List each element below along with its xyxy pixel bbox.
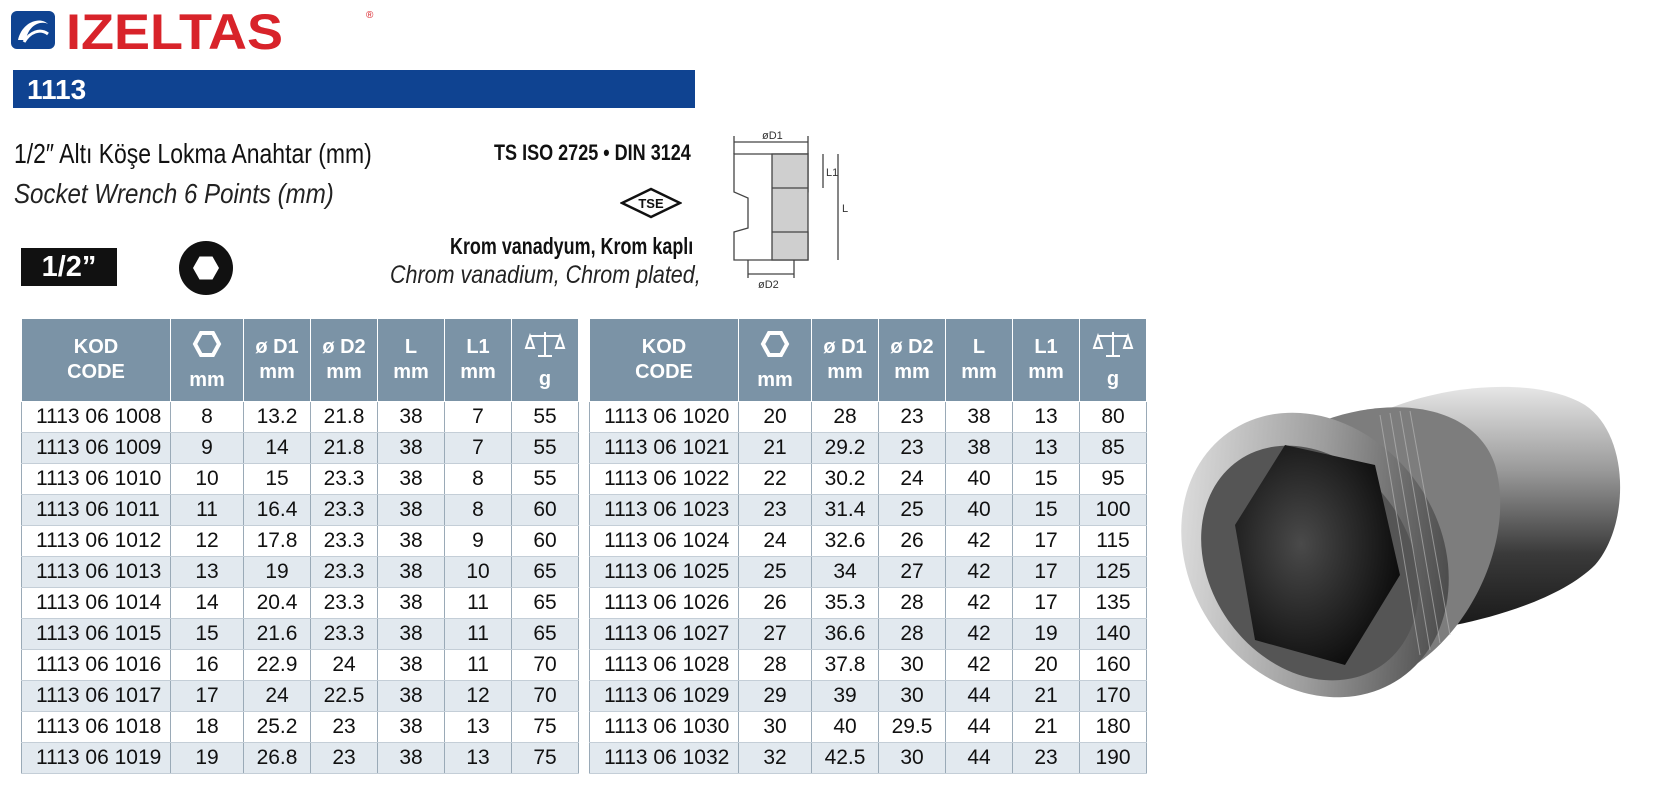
header-size <box>171 319 244 402</box>
cell-d2: 23.3 <box>311 495 378 526</box>
table-row <box>590 619 1147 650</box>
cell-weight: 70 <box>512 681 579 712</box>
cell-weight: 85 <box>1080 433 1147 464</box>
header-d2-unit: mm <box>326 361 362 383</box>
cell-size: 28 <box>739 650 812 681</box>
cell-l1: 15 <box>1013 495 1080 526</box>
cell-code: 1113 06 1026 <box>590 588 739 619</box>
cell-d2: 21.8 <box>311 402 378 433</box>
cell-size: 21 <box>739 433 812 464</box>
cell-d2: 23 <box>311 743 378 774</box>
cell-weight: 55 <box>512 433 579 464</box>
header-l1-unit: mm <box>460 361 496 383</box>
cell-code: 1113 06 1010 <box>22 464 171 495</box>
table-row <box>22 526 579 557</box>
table-row <box>22 495 579 526</box>
cell-l: 38 <box>378 433 445 464</box>
scale-icon <box>1092 328 1134 360</box>
cell-d2: 23.3 <box>311 588 378 619</box>
cell-l: 38 <box>378 650 445 681</box>
header-l-unit: mm <box>961 361 997 383</box>
registered-mark: ® <box>366 10 374 21</box>
header-l1-label: L1 <box>1034 336 1058 358</box>
cell-code: 1113 06 1022 <box>590 464 739 495</box>
cell-d1: 39 <box>812 681 879 712</box>
cell-l: 38 <box>378 743 445 774</box>
cell-size: 10 <box>171 464 244 495</box>
cell-l1: 21 <box>1013 712 1080 743</box>
cell-code: 1113 06 1017 <box>22 681 171 712</box>
brand-emblem-icon <box>10 10 56 50</box>
cell-l1: 11 <box>445 650 512 681</box>
table-row <box>590 712 1147 743</box>
cell-d2: 22.5 <box>311 681 378 712</box>
cell-d2: 30 <box>879 743 946 774</box>
cell-d2: 24 <box>879 464 946 495</box>
cell-code: 1113 06 1014 <box>22 588 171 619</box>
cell-l: 42 <box>946 588 1013 619</box>
header-d2-unit: mm <box>894 361 930 383</box>
cell-d2: 26 <box>879 526 946 557</box>
cell-size: 11 <box>171 495 244 526</box>
cell-code: 1113 06 1028 <box>590 650 739 681</box>
standards-label: TS ISO 2725 • DIN 3124 <box>494 140 691 165</box>
cell-weight: 160 <box>1080 650 1147 681</box>
cell-d2: 23.3 <box>311 557 378 588</box>
cell-l: 40 <box>946 464 1013 495</box>
table-row <box>22 650 579 681</box>
header-l <box>378 319 445 402</box>
cell-d1: 24 <box>244 681 311 712</box>
cell-code: 1113 06 1016 <box>22 650 171 681</box>
header-d2 <box>879 319 946 402</box>
cell-l1: 15 <box>1013 464 1080 495</box>
hexagon-icon <box>176 240 236 296</box>
table-row <box>590 650 1147 681</box>
cell-code: 1113 06 1009 <box>22 433 171 464</box>
cell-l1: 11 <box>445 588 512 619</box>
header-code-tr: KOD <box>73 336 119 358</box>
table-row <box>590 433 1147 464</box>
cell-weight: 65 <box>512 588 579 619</box>
cell-d2: 25 <box>879 495 946 526</box>
cell-weight: 55 <box>512 464 579 495</box>
cell-l1: 17 <box>1013 588 1080 619</box>
cell-d1: 37.8 <box>812 650 879 681</box>
material-english: Chrom vanadium, Chrom plated, <box>390 261 701 289</box>
material-turkish: Krom vanadyum, Krom kaplı <box>450 233 694 259</box>
cell-d2: 23 <box>311 712 378 743</box>
cell-size: 18 <box>171 712 244 743</box>
brand-logo <box>10 4 374 60</box>
cell-weight: 170 <box>1080 681 1147 712</box>
table-row <box>22 433 579 464</box>
table-row <box>590 402 1147 433</box>
cell-l1: 12 <box>445 681 512 712</box>
header-weight <box>512 319 579 402</box>
cell-weight: 60 <box>512 526 579 557</box>
cell-d2: 24 <box>311 650 378 681</box>
cell-weight: 140 <box>1080 619 1147 650</box>
cell-weight: 75 <box>512 743 579 774</box>
cell-code: 1113 06 1015 <box>22 619 171 650</box>
scale-icon <box>524 328 566 360</box>
cell-d2: 30 <box>879 681 946 712</box>
table-row <box>22 743 579 774</box>
cell-code: 1113 06 1024 <box>590 526 739 557</box>
cell-size: 20 <box>739 402 812 433</box>
cell-size: 13 <box>171 557 244 588</box>
header-code-en: CODE <box>67 361 125 383</box>
drive-size-badge: 1/2” <box>21 248 117 286</box>
table-row <box>22 464 579 495</box>
table-body-left <box>22 402 579 774</box>
cell-size: 16 <box>171 650 244 681</box>
cell-l1: 9 <box>445 526 512 557</box>
brand-name: IZELTAS <box>66 4 283 60</box>
cell-l1: 17 <box>1013 557 1080 588</box>
header-d2-label: ø D2 <box>322 336 366 358</box>
cell-weight: 65 <box>512 557 579 588</box>
cell-code: 1113 06 1025 <box>590 557 739 588</box>
cell-weight: 135 <box>1080 588 1147 619</box>
cell-l1: 7 <box>445 433 512 464</box>
header-weight-unit: g <box>1106 368 1120 390</box>
cell-size: 12 <box>171 526 244 557</box>
cell-l1: 13 <box>445 743 512 774</box>
table-row <box>22 712 579 743</box>
cell-weight: 190 <box>1080 743 1147 774</box>
cell-size: 32 <box>739 743 812 774</box>
cell-size: 24 <box>739 526 812 557</box>
drawing-label-l: L <box>842 203 849 215</box>
cell-d2: 23.3 <box>311 464 378 495</box>
cell-code: 1113 06 1008 <box>22 402 171 433</box>
header-l1-label: L1 <box>466 336 490 358</box>
cell-code: 1113 06 1013 <box>22 557 171 588</box>
cell-l: 38 <box>378 464 445 495</box>
table-row <box>22 402 579 433</box>
title-english: Socket Wrench 6 Points (mm) <box>14 178 334 209</box>
cell-l: 38 <box>946 402 1013 433</box>
cell-weight: 115 <box>1080 526 1147 557</box>
cell-weight: 75 <box>512 712 579 743</box>
header-weight <box>1080 319 1147 402</box>
header-l-label: L <box>972 336 986 358</box>
cell-size: 14 <box>171 588 244 619</box>
cell-l: 38 <box>378 526 445 557</box>
product-code: 1113 <box>27 74 87 105</box>
cell-size: 15 <box>171 619 244 650</box>
cell-weight: 180 <box>1080 712 1147 743</box>
cell-size: 19 <box>171 743 244 774</box>
drawing-label-d1: øD1 <box>762 130 783 142</box>
cell-weight: 65 <box>512 619 579 650</box>
cell-weight: 125 <box>1080 557 1147 588</box>
cell-size: 22 <box>739 464 812 495</box>
cell-l: 44 <box>946 712 1013 743</box>
table-row <box>22 588 579 619</box>
cell-d1: 14 <box>244 433 311 464</box>
spec-table-right <box>589 318 1147 774</box>
cell-d1: 40 <box>812 712 879 743</box>
cell-l1: 10 <box>445 557 512 588</box>
header-l-unit: mm <box>393 361 429 383</box>
cell-d1: 16.4 <box>244 495 311 526</box>
header-l1 <box>1013 319 1080 402</box>
cell-l1: 13 <box>1013 402 1080 433</box>
table-row <box>22 619 579 650</box>
cell-l: 38 <box>378 557 445 588</box>
cell-code: 1113 06 1027 <box>590 619 739 650</box>
product-code-bar <box>13 70 695 108</box>
header-l1-unit: mm <box>1028 361 1064 383</box>
cell-d1: 29.2 <box>812 433 879 464</box>
header-size-unit: mm <box>189 369 225 391</box>
cell-l: 38 <box>378 712 445 743</box>
cell-size: 29 <box>739 681 812 712</box>
table-row <box>22 681 579 712</box>
header-size <box>739 319 812 402</box>
title-turkish: 1/2″ Altı Köşe Lokma Anahtar (mm) <box>14 138 372 169</box>
cell-d1: 13.2 <box>244 402 311 433</box>
cell-d2: 23 <box>879 433 946 464</box>
table-row <box>590 557 1147 588</box>
header-l-label: L <box>404 336 418 358</box>
cell-d1: 36.6 <box>812 619 879 650</box>
table-row <box>22 557 579 588</box>
header-d2-label: ø D2 <box>890 336 934 358</box>
header-d1-label: ø D1 <box>255 336 299 358</box>
drawing-label-l1: L1 <box>826 167 839 179</box>
header-d2 <box>311 319 378 402</box>
header-d1 <box>812 319 879 402</box>
cell-weight: 70 <box>512 650 579 681</box>
cell-l: 42 <box>946 619 1013 650</box>
cell-size: 8 <box>171 402 244 433</box>
cell-size: 23 <box>739 495 812 526</box>
cell-code: 1113 06 1020 <box>590 402 739 433</box>
cell-size: 17 <box>171 681 244 712</box>
table-row <box>590 495 1147 526</box>
cell-l: 38 <box>378 681 445 712</box>
cell-d1: 32.6 <box>812 526 879 557</box>
cell-size: 30 <box>739 712 812 743</box>
cell-l1: 8 <box>445 495 512 526</box>
cell-size: 9 <box>171 433 244 464</box>
cell-d1: 30.2 <box>812 464 879 495</box>
cell-l1: 13 <box>1013 433 1080 464</box>
hex-size-icon <box>187 327 227 361</box>
cell-d2: 23.3 <box>311 526 378 557</box>
header-d1-unit: mm <box>827 361 863 383</box>
technical-drawing <box>728 128 858 288</box>
table-row <box>590 743 1147 774</box>
cell-size: 26 <box>739 588 812 619</box>
cell-l: 38 <box>946 433 1013 464</box>
header-code <box>22 319 171 402</box>
cell-weight: 100 <box>1080 495 1147 526</box>
cell-d2: 30 <box>879 650 946 681</box>
header-l1 <box>445 319 512 402</box>
cell-d1: 17.8 <box>244 526 311 557</box>
tse-certification-icon <box>620 187 682 219</box>
cell-d2: 28 <box>879 619 946 650</box>
cell-d2: 21.8 <box>311 433 378 464</box>
cell-code: 1113 06 1021 <box>590 433 739 464</box>
header-d1-unit: mm <box>259 361 295 383</box>
cell-l: 42 <box>946 557 1013 588</box>
cell-code: 1113 06 1018 <box>22 712 171 743</box>
cell-l: 44 <box>946 743 1013 774</box>
cell-l1: 19 <box>1013 619 1080 650</box>
cell-l: 40 <box>946 495 1013 526</box>
cell-l1: 21 <box>1013 681 1080 712</box>
cell-code: 1113 06 1019 <box>22 743 171 774</box>
cell-weight: 80 <box>1080 402 1147 433</box>
cell-code: 1113 06 1030 <box>590 712 739 743</box>
header-size-unit: mm <box>757 369 793 391</box>
table-row <box>590 681 1147 712</box>
cell-l1: 8 <box>445 464 512 495</box>
cell-l: 38 <box>378 619 445 650</box>
cell-code: 1113 06 1032 <box>590 743 739 774</box>
cell-d1: 21.6 <box>244 619 311 650</box>
cell-d2: 28 <box>879 588 946 619</box>
cell-weight: 55 <box>512 402 579 433</box>
cell-weight: 60 <box>512 495 579 526</box>
cell-l: 38 <box>378 402 445 433</box>
cell-d1: 42.5 <box>812 743 879 774</box>
socket-product-photo <box>1175 375 1645 735</box>
drawing-label-d2: øD2 <box>758 279 779 288</box>
table-row <box>590 526 1147 557</box>
hex-size-icon <box>755 327 795 361</box>
cell-code: 1113 06 1011 <box>22 495 171 526</box>
cell-d2: 27 <box>879 557 946 588</box>
cell-l1: 23 <box>1013 743 1080 774</box>
header-d1-label: ø D1 <box>823 336 867 358</box>
cell-l1: 20 <box>1013 650 1080 681</box>
cell-size: 25 <box>739 557 812 588</box>
cell-d1: 35.3 <box>812 588 879 619</box>
cell-code: 1113 06 1023 <box>590 495 739 526</box>
cell-l1: 13 <box>445 712 512 743</box>
cell-l: 42 <box>946 650 1013 681</box>
cell-d1: 19 <box>244 557 311 588</box>
cell-size: 27 <box>739 619 812 650</box>
cell-d1: 34 <box>812 557 879 588</box>
cell-d1: 20.4 <box>244 588 311 619</box>
cell-d1: 22.9 <box>244 650 311 681</box>
cell-d1: 15 <box>244 464 311 495</box>
table-row <box>590 588 1147 619</box>
cell-d2: 29.5 <box>879 712 946 743</box>
table-body-right <box>590 402 1147 774</box>
cell-d1: 28 <box>812 402 879 433</box>
cell-l: 42 <box>946 526 1013 557</box>
cell-l1: 7 <box>445 402 512 433</box>
cell-d1: 26.8 <box>244 743 311 774</box>
cell-l1: 17 <box>1013 526 1080 557</box>
header-l <box>946 319 1013 402</box>
cell-d2: 23.3 <box>311 619 378 650</box>
header-code-en: CODE <box>635 361 693 383</box>
table-row <box>590 464 1147 495</box>
cell-d1: 31.4 <box>812 495 879 526</box>
cell-l: 38 <box>378 588 445 619</box>
tse-label: TSE <box>638 196 664 211</box>
cell-code: 1113 06 1012 <box>22 526 171 557</box>
cell-d1: 25.2 <box>244 712 311 743</box>
header-weight-unit: g <box>538 368 552 390</box>
cell-d2: 23 <box>879 402 946 433</box>
header-code <box>590 319 739 402</box>
cell-weight: 95 <box>1080 464 1147 495</box>
header-code-tr: KOD <box>641 336 687 358</box>
cell-l1: 11 <box>445 619 512 650</box>
cell-l: 38 <box>378 495 445 526</box>
header-d1 <box>244 319 311 402</box>
spec-table-left <box>21 318 579 774</box>
cell-l: 44 <box>946 681 1013 712</box>
cell-code: 1113 06 1029 <box>590 681 739 712</box>
